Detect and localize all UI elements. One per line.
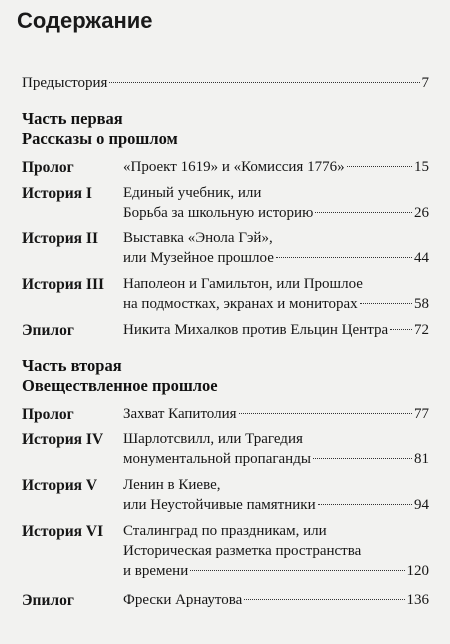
part2-entry-1-line-1 [123,449,429,470]
part2-label: Часть вторая [22,356,122,375]
part2-entry-2-label: История V [22,477,98,494]
entry-text: Единый учебник, или [123,185,262,201]
leader-dots [318,504,412,505]
entry-text: монументальной пропаганды [123,451,311,467]
part1-entry-2-line-0 [123,228,429,249]
part2-entry-0-line-0 [123,404,429,425]
leader-dots [313,458,412,459]
part2-entry-3-line-0 [123,521,429,542]
part2-entry-4-label: Эпилог [22,592,74,609]
page-number: 7 [421,75,429,91]
page-number: 94 [414,497,429,513]
page-number: 44 [414,250,429,266]
entry-text: Выставка «Энола Гэй», [123,230,273,246]
page-title: Содержание [17,8,153,33]
page-number: 26 [414,205,429,221]
part1-entry-3-label: История III [22,276,105,293]
leader-dots [347,166,412,167]
entry-text: Захват Капитолия [123,406,237,422]
leader-dots [390,329,412,330]
leader-dots [190,570,404,571]
page-number: 136 [406,592,429,608]
page-number: 77 [414,406,429,422]
page-number: 120 [406,563,429,579]
toc-entry-prehistory [22,73,429,94]
part1-entry-2-label: История II [22,230,98,247]
leader-dots [360,303,412,304]
part2-entry-4-line-0 [123,590,429,611]
part1-entry-1-line-1 [123,203,429,224]
part2-entry-1-label: История IV [22,431,104,448]
part1-title: Рассказы о прошлом [22,129,178,148]
page-number: 81 [414,451,429,467]
entry-text: Ленин в Киеве, [123,477,221,493]
entry-text: Историческая разметка пространства [123,543,362,559]
leader-dots [276,257,412,258]
part1-entry-2-line-1 [123,248,429,269]
entry-text: Сталинград по праздникам, или [123,523,327,539]
part1-entry-4-line-0 [123,320,429,341]
leader-dots [239,413,412,414]
entry-text: Фрески Арнаутова [123,592,243,608]
part2-entry-2-line-1 [123,495,429,516]
part2-entry-2-line-0 [123,475,429,496]
entry-text: Борьба за школьную историю [123,205,314,221]
part1-entry-0-label: Пролог [22,159,74,176]
part2-entry-3-line-2 [123,561,429,582]
entry-text: Шарлотсвилл, или Трагедия [123,431,303,447]
leader-dots [315,212,412,213]
part1-entry-1-label: История I [22,185,92,202]
part2-entry-0-label: Пролог [22,406,74,423]
part2-entry-3-line-1 [123,541,429,562]
part2-entry-1-line-0 [123,429,429,450]
entry-text: Никита Михалков против Ельцин Центра [123,322,389,338]
part1-entry-1-line-0 [123,183,429,204]
entry-title: Предыстория [22,75,108,91]
leader-dots [244,599,404,600]
part1-entry-3-line-1 [123,294,429,315]
entry-text: или Музейное прошлое [123,250,274,266]
entry-text: на подмостках, экранах и мониторах [123,296,358,312]
entry-text: и времени [123,563,189,579]
part2-title: Овеществленное прошлое [22,376,218,395]
page-number: 15 [414,159,429,175]
part1-entry-0-line-0 [123,157,429,178]
part2-entry-3-label: История VI [22,523,104,540]
leader-dots [109,82,419,83]
part1-entry-3-line-0 [123,274,429,295]
part1-entry-4-label: Эпилог [22,322,74,339]
entry-text: Наполеон и Гамильтон, или Прошлое [123,276,363,292]
part1-label: Часть первая [22,109,123,128]
page-number: 72 [414,322,429,338]
page-number: 58 [414,296,429,312]
entry-text: «Проект 1619» и «Комиссия 1776» [123,159,345,175]
entry-text: или Неустойчивые памятники [123,497,316,513]
